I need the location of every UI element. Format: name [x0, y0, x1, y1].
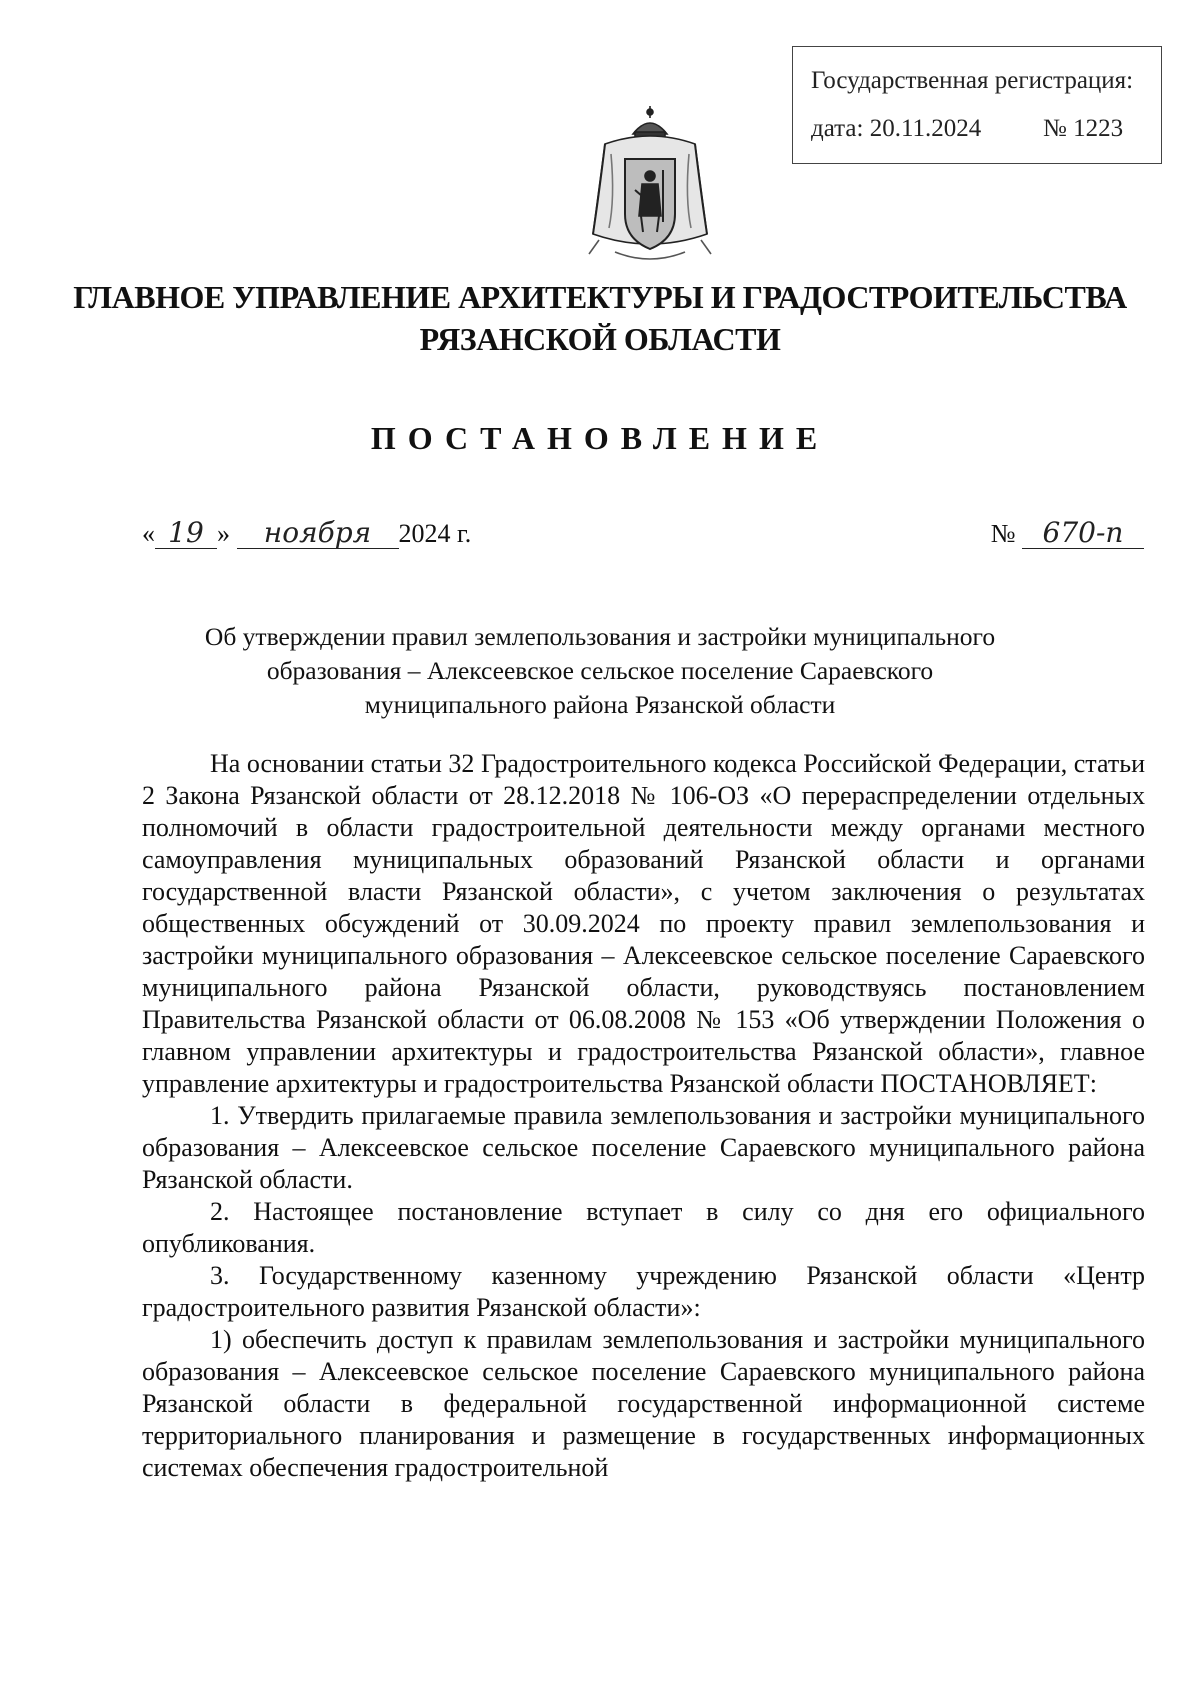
body-item-3-1: 1) обеспечить доступ к правилам землепользования и застройки муниципального образования – Алексеевское сельское поселение Сараевского муниципального района Рязанской области в федеральной государственной информационной системе территориального планирования и размещение в государственных информационных системах обеспечения градостроительной [142, 1325, 1145, 1482]
registration-stamp [792, 46, 1162, 164]
coat-of-arms-icon [575, 104, 725, 274]
registration-number: № 1223 [1043, 115, 1124, 142]
date-day-handwritten: 19 [155, 518, 217, 549]
subject-line1: Об утверждении правил землепользования и застройки муниципального [204, 622, 996, 651]
document-number-prefix: № [990, 519, 1016, 548]
document-type-title: ПОСТАНОВЛЕНИЕ [370, 420, 830, 456]
body-item-2: 2. Настоящее постановление вступает в силу со дня его официального опубликования. [142, 1197, 1145, 1258]
subject-line2: образования – Алексеевское сельское поселение Сараевского [266, 656, 934, 685]
subject-line3: муниципального района Рязанской области [364, 690, 836, 719]
date-open-quote: « [142, 519, 155, 548]
registration-date: дата: 20.11.2024 [811, 115, 982, 142]
organization-name-line2: РЯЗАНСКОЙ ОБЛАСТИ [419, 321, 781, 357]
registration-title: Государственная регистрация: [811, 67, 1134, 94]
document-number-handwritten: 670-п [1022, 518, 1144, 549]
date-month-handwritten: ноября [237, 518, 399, 549]
date-year: 2024 г. [398, 519, 472, 548]
body-preamble: На основании статьи 32 Градостроительного кодекса Российской Федерации, статьи 2 Закона Рязанской области от 28.12.2018 № 106-ОЗ «О перераспределении отдельных полномочий в области градостроительной деятельности между органами местного самоуправления муниципальных образований Рязанской области и органами государственной власти Рязанской области», с учетом заключения о результатах общественных обсуждений от 30.09.2024 по проекту правил землепользования и застройки муниципального образования – Алексеевское сельское поселение Сараевского муниципального района Рязанской области, руководствуясь постановлением Правительства Рязанской области от 06.08.2008 № 153 «Об утверждении Положения о главном управлении архитектуры и градостроительства Рязанской области», главное управление архитектуры и градостроительства Рязанской области ПОСТАНОВЛЯЕТ: [142, 749, 1145, 1098]
body-item-1: 1. Утвердить прилагаемые правила землепользования и застройки муниципального образования – Алексеевское сельское поселение Сараевского муниципального района Рязанской области. [142, 1101, 1145, 1194]
date-close-quote: » [217, 519, 230, 548]
organization-name-line1: ГЛАВНОЕ УПРАВЛЕНИЕ АРХИТЕКТУРЫ И ГРАДОСТРОИТЕЛЬСТВА [73, 279, 1127, 315]
body-item-3: 3. Государственному казенному учреждению Рязанской области «Центр градостроительного развития Рязанской области»: [142, 1261, 1145, 1322]
document-number [991, 518, 1144, 549]
document-date [142, 518, 471, 549]
organization-name [0, 276, 1200, 360]
document-body [142, 748, 1145, 1484]
document-subject [0, 620, 1200, 722]
